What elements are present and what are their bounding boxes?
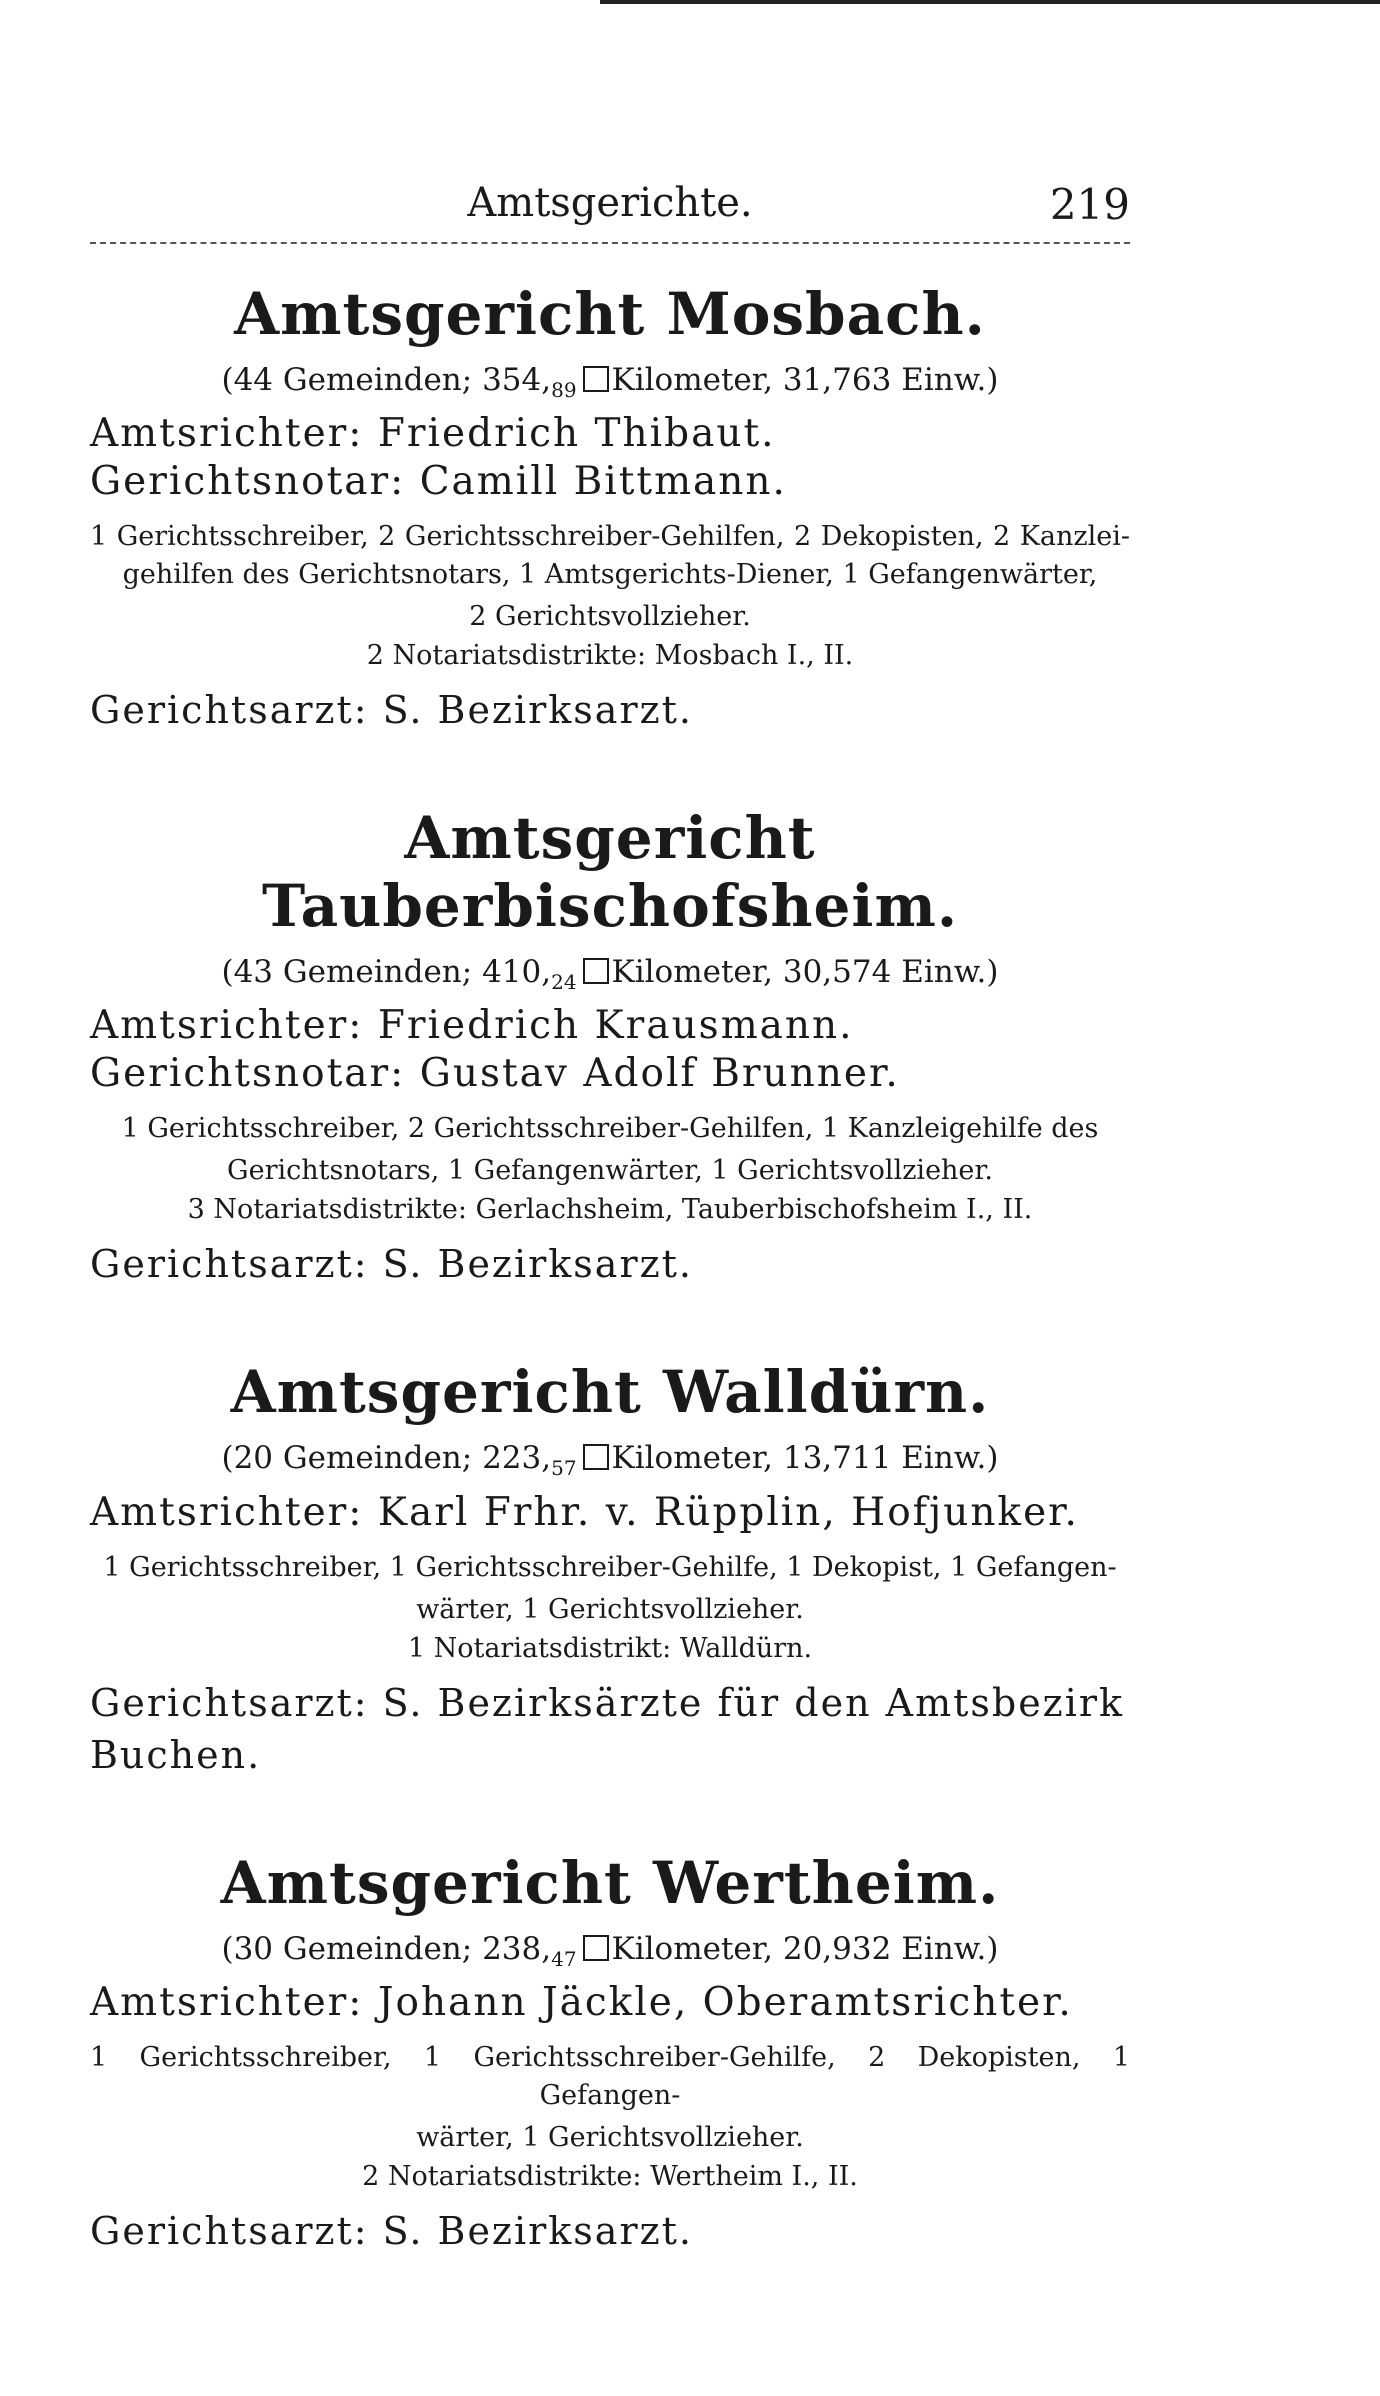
judge-line: Amtsrichter: Johann Jäckle, Oberamtsrichter.: [90, 1979, 1073, 2025]
stats-suffix: Kilometer, 13,711 Einw.): [611, 1440, 999, 1477]
square-icon: [583, 366, 609, 392]
stats-suffix: Kilometer, 31,763 Einw.): [611, 362, 999, 398]
stats-suffix: Kilometer, 30,574 Einw.): [611, 954, 999, 991]
staff-text-continued: Gerichtsnotars, 1 Gefangenwärter, 1 Gerichtsvollzieher.: [227, 1155, 993, 1187]
stats-decimal: 57: [551, 1456, 577, 1481]
section-stats: [90, 1931, 1130, 1971]
staff-text: 1 Gerichtsschreiber, 2 Gerichtsschreiber-Gehilfen, 1 Kanzleigehilfe des: [121, 1113, 1099, 1145]
section-wertheim: [90, 1849, 1130, 2257]
court-doctor-line: Gerichtsarzt: S. Bezirksarzt.: [90, 1242, 693, 1287]
running-head: Amtsgerichte.: [467, 180, 753, 226]
notary-districts: 2 Notariatsdistrikte: Mosbach I., II.: [366, 640, 854, 672]
notary-districts: 2 Notariatsdistrikte: Wertheim I., II.: [362, 2160, 858, 2192]
staff-text-continued: wärter, 1 Gerichtsvollzieher.: [416, 2121, 804, 2153]
section-stats: [90, 362, 1130, 402]
section-wallduern: [90, 1358, 1130, 1780]
section-mosbach: [90, 280, 1130, 736]
stats-decimal: 89: [551, 378, 577, 403]
judge-line: Amtsrichter: Friedrich Krausmann.: [90, 1003, 854, 1049]
stats-suffix: Kilometer, 20,932 Einw.): [611, 1930, 999, 1967]
square-icon: [583, 1444, 609, 1470]
page-number: 219: [1049, 180, 1130, 229]
court-doctor-line: Gerichtsarzt: S. Bezirksarzt.: [90, 688, 693, 733]
staff-text: 1 Gerichtsschreiber, 1 Gerichtsschreiber-Gehilfe, 2 Dekopisten, 1 Gefangen-: [90, 2041, 1130, 2111]
staff-text: 1 Gerichtsschreiber, 2 Gerichtsschreiber-Gehilfen, 2 Dekopisten, 2 Kanzlei-gehilfen des Gerichtsnotars, 1 Amtsgerichts-Diener, 1 Gefangenwärter,: [90, 521, 1130, 591]
staff-text: 1 Gerichtsschreiber, 1 Gerichtsschreiber-Gehilfe, 1 Dekopist, 1 Gefangen-: [103, 1551, 1117, 1583]
section-title: Amtsgericht Walldürn.: [230, 1358, 990, 1427]
staff-text-continued: wärter, 1 Gerichtsvollzieher.: [416, 1593, 804, 1625]
notary-line: Gerichtsnotar: Camill Bittmann.: [90, 459, 787, 505]
section-title: Amtsgericht Mosbach.: [234, 280, 986, 348]
staff-text-continued: 2 Gerichtsvollzieher.: [469, 601, 751, 633]
court-doctor-line: Gerichtsarzt: S. Bezirksarzt.: [90, 2208, 693, 2253]
section-stats: [90, 1440, 1130, 1480]
notary-line: Gerichtsnotar: Gustav Adolf Brunner.: [90, 1051, 900, 1097]
notary-districts: 3 Notariatsdistrikte: Gerlachsheim, Tauberbischofsheim I., II.: [187, 1194, 1033, 1226]
stats-decimal: 24: [551, 970, 577, 995]
stats-prefix: (44 Gemeinden; 354,: [221, 362, 552, 398]
notary-districts: 1 Notariatsdistrikt: Walldürn.: [407, 1632, 813, 1664]
page-header: [90, 180, 1130, 250]
header-rule: [90, 242, 1130, 244]
top-border-line: [600, 0, 1380, 4]
square-icon: [583, 958, 609, 984]
court-doctor-line: Gerichtsarzt: S. Bezirksärzte für den Amtsbezirk Buchen.: [90, 1680, 1125, 1777]
section-title: Amtsgericht Wertheim.: [220, 1848, 1000, 1917]
stats-prefix: (20 Gemeinden; 223,: [221, 1440, 552, 1477]
stats-prefix: (43 Gemeinden; 410,: [221, 954, 552, 991]
page-content: [90, 280, 1130, 2325]
square-icon: [583, 1935, 609, 1961]
section-title: Amtsgericht Tauberbischofsheim.: [261, 804, 959, 941]
judge-line: Amtsrichter: Karl Frhr. v. Rüpplin, Hofjunker.: [90, 1489, 1079, 1535]
section-tauberbischofsheim: [90, 804, 1130, 1290]
judge-line: Amtsrichter: Friedrich Thibaut.: [90, 411, 776, 457]
section-stats: [90, 954, 1130, 994]
stats-decimal: 47: [551, 1946, 577, 1971]
stats-prefix: (30 Gemeinden; 238,: [221, 1930, 552, 1967]
